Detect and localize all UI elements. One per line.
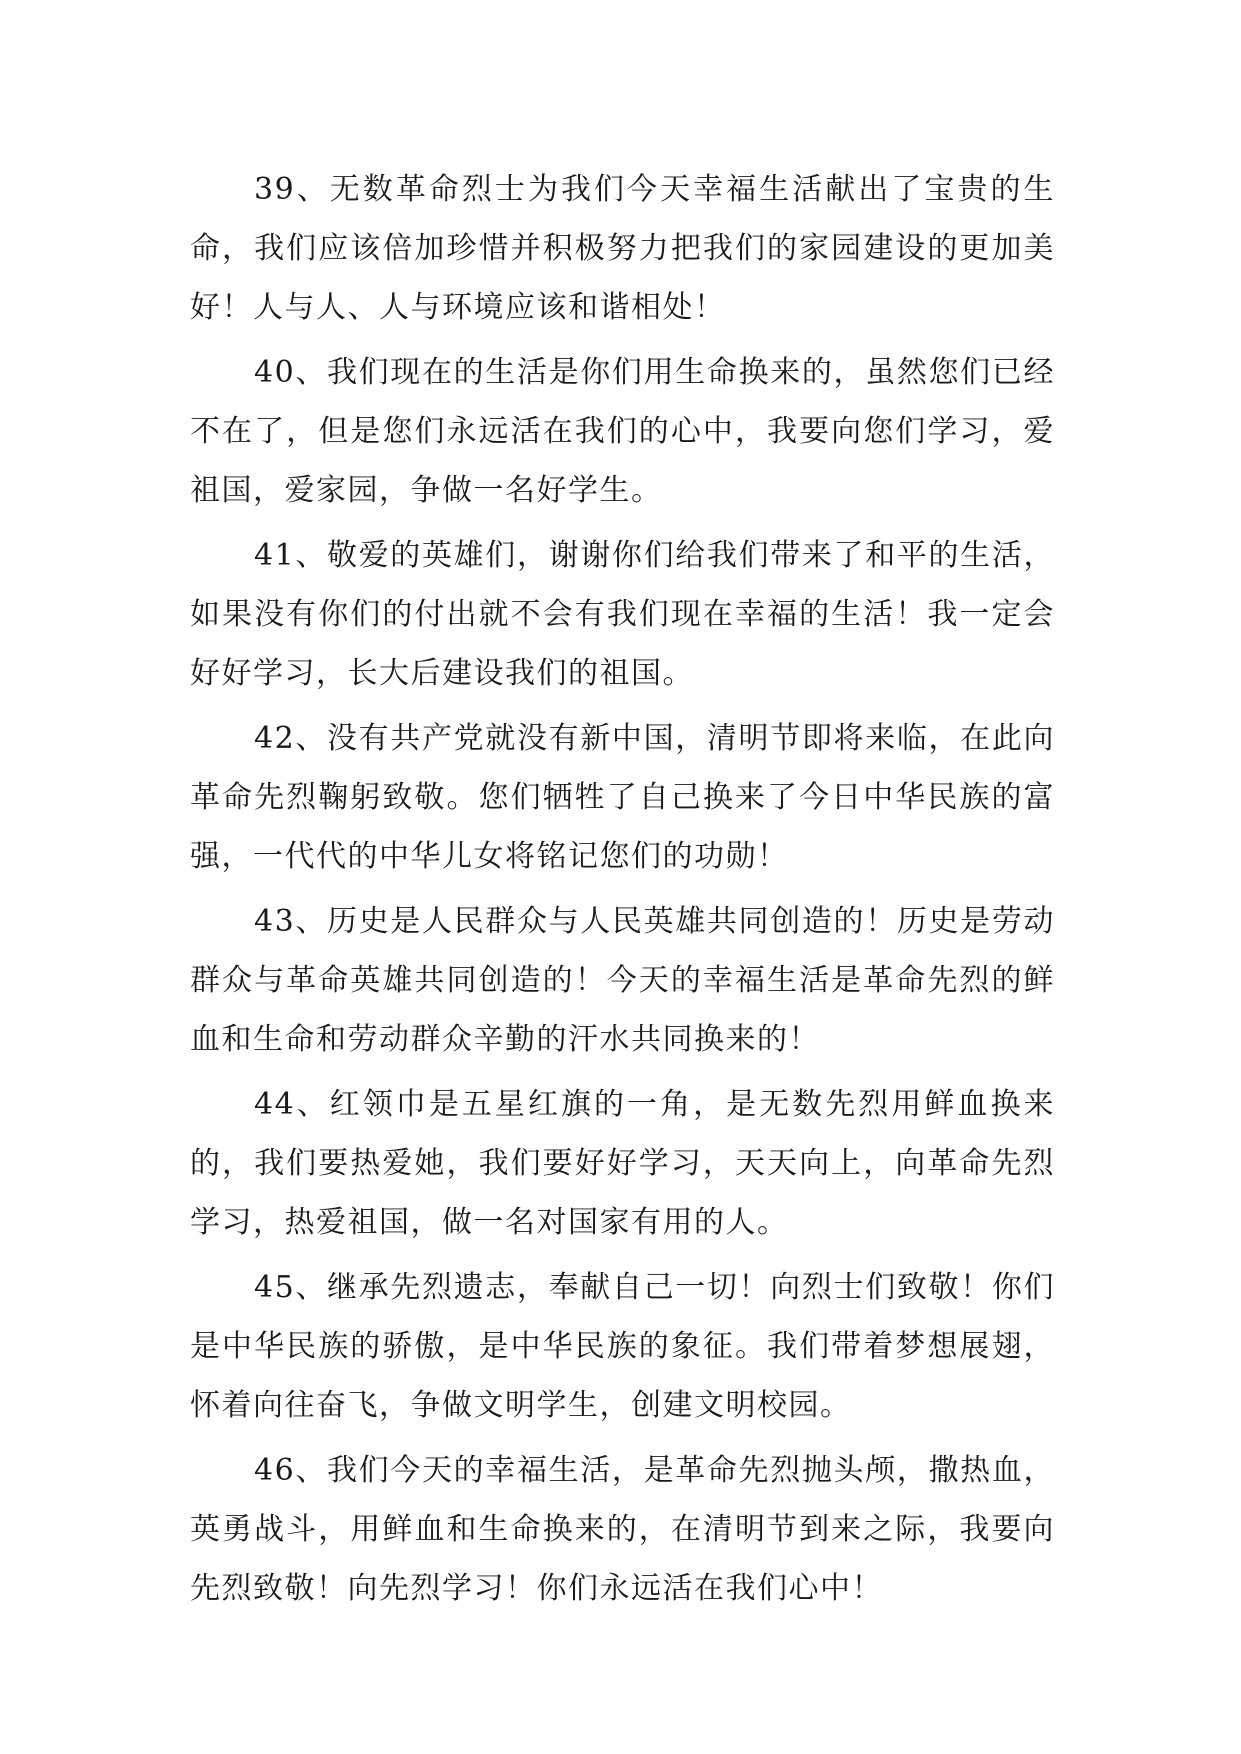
paragraph-40: 40、我们现在的生活是你们用生命换来的，虽然您们已经不在了，但是您们永远活在我们的心中，我要向您们学习，爱祖国，爱家园，争做一名好学生。 <box>190 355 1055 508</box>
paragraph-46: 46、我们今天的幸福生活，是革命先烈抛头颅，撒热血，英勇战斗，用鲜血和生命换来的，在清明节到来之际，我要向先烈致敬！向先烈学习！你们永远活在我们心中！ <box>190 1453 1055 1606</box>
document-body <box>190 160 1055 1624</box>
paragraph-41: 41、敬爱的英雄们，谢谢你们给我们带来了和平的生活，如果没有你们的付出就不会有我们现在幸福的生活！我一定会好好学习，长大后建设我们的祖国。 <box>190 538 1055 691</box>
paragraph-39: 39、无数革命烈士为我们今天幸福生活献出了宝贵的生命，我们应该倍加珍惜并积极努力把我们的家园建设的更加美好！人与人、人与环境应该和谐相处！ <box>190 172 1055 325</box>
paragraph-44: 44、红领巾是五星红旗的一角，是无数先烈用鲜血换来的，我们要热爱她，我们要好好学习，天天向上，向革命先烈学习，热爱祖国，做一名对国家有用的人。 <box>190 1087 1055 1240</box>
paragraph-43: 43、历史是人民群众与人民英雄共同创造的！历史是劳动群众与革命英雄共同创造的！今天的幸福生活是革命先烈的鲜血和生命和劳动群众辛勤的汗水共同换来的！ <box>190 904 1055 1057</box>
paragraph-45: 45、继承先烈遗志，奉献自己一切！向烈士们致敬！你们是中华民族的骄傲，是中华民族的象征。我们带着梦想展翅，怀着向往奋飞，争做文明学生，创建文明校园。 <box>190 1270 1055 1423</box>
paragraph-42: 42、没有共产党就没有新中国，清明节即将来临，在此向革命先烈鞠躬致敬。您们牺牲了自己换来了今日中华民族的富强，一代代的中华儿女将铭记您们的功勋！ <box>190 721 1055 874</box>
